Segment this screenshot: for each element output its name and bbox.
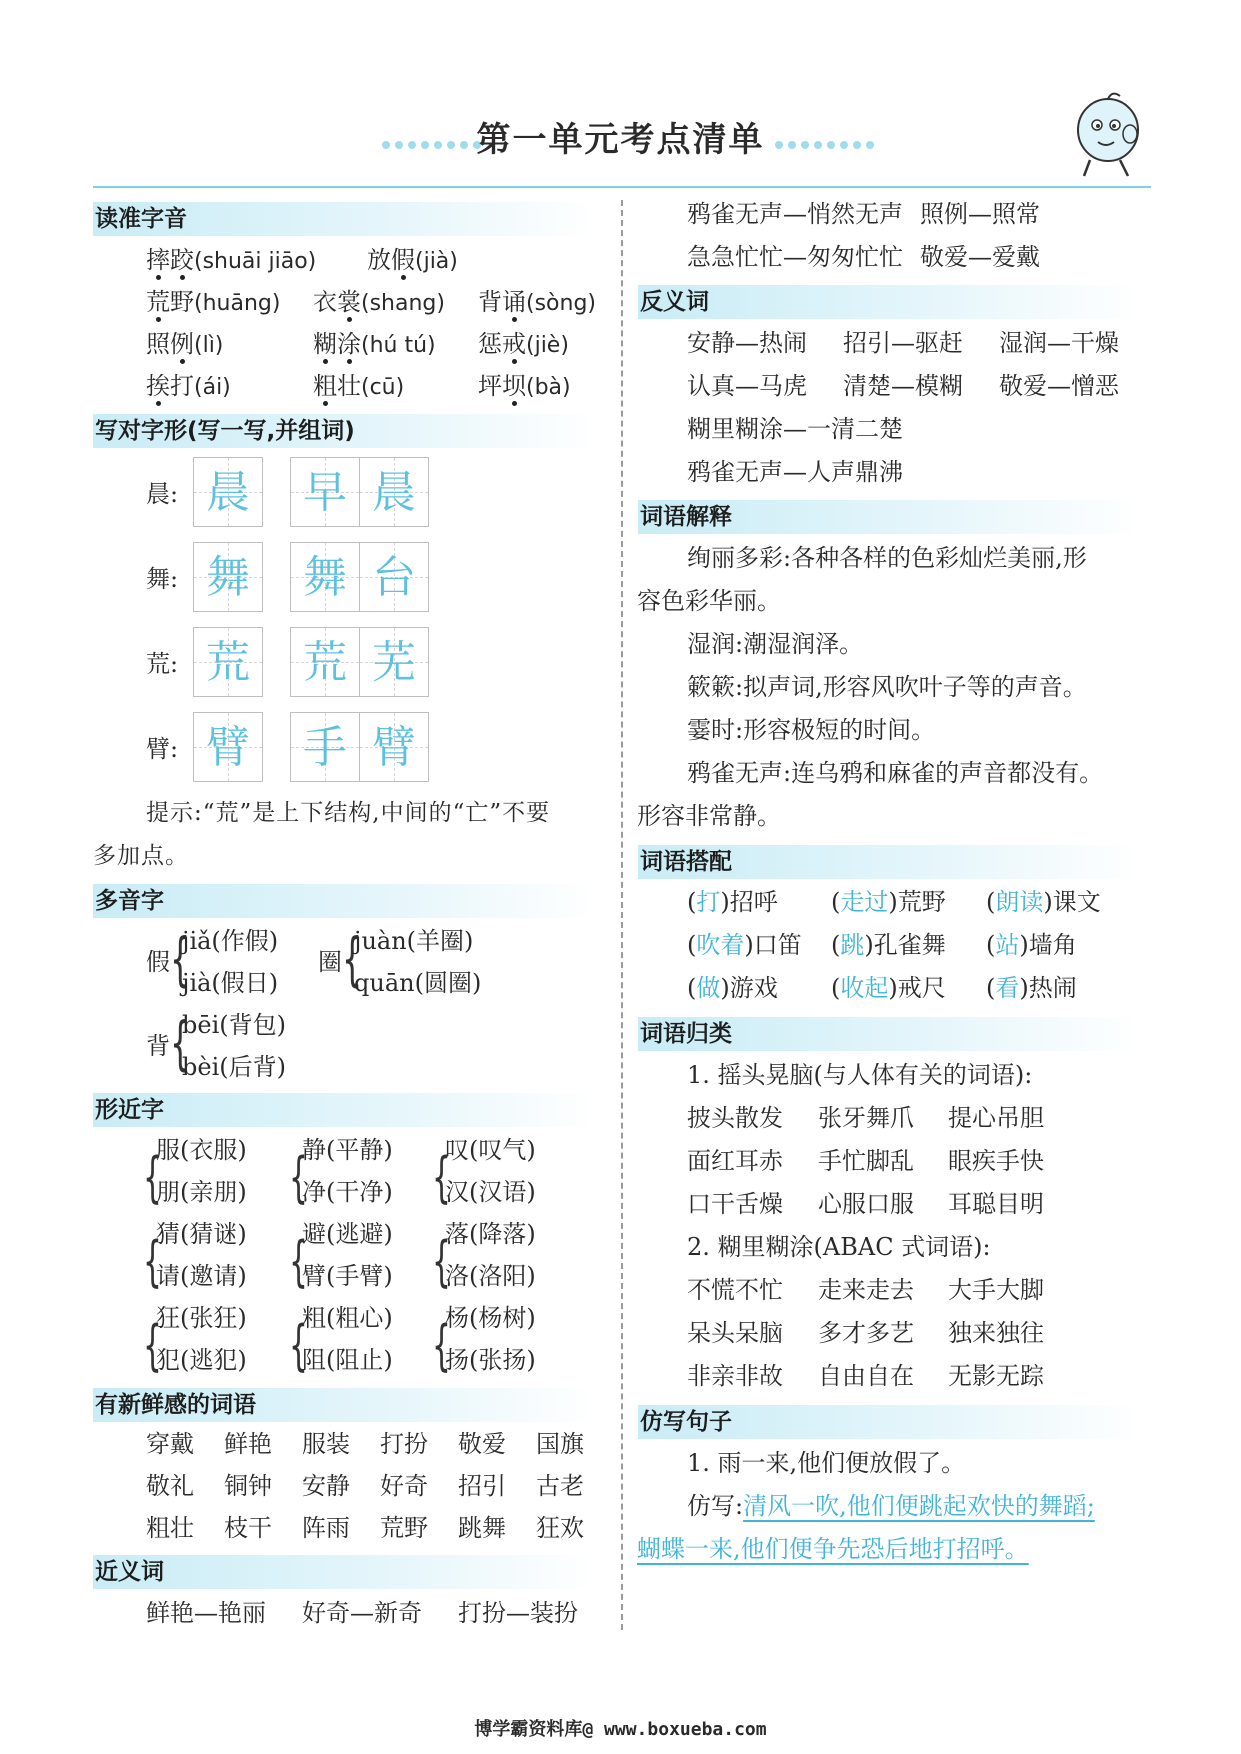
similar-item: 服(衣服) xyxy=(156,1136,247,1164)
column-divider xyxy=(621,200,623,1630)
fresh-word: 狂欢 xyxy=(536,1514,584,1542)
explanation-line: 鸦雀无声:连乌鸦和麻雀的声音都没有。 xyxy=(687,759,1104,787)
synonym-pair: 照例—照常 xyxy=(920,200,1040,228)
grid-box: 早 xyxy=(290,457,360,527)
antonym-pair: 招引—驱赶 xyxy=(843,329,963,357)
collocation-item: (打)招呼 xyxy=(687,888,778,916)
antonym-pair: 敬爱—憎恶 xyxy=(999,372,1119,400)
fresh-word: 跳舞 xyxy=(458,1514,506,1542)
grid-box: 手 xyxy=(290,712,360,782)
collocation-item: (朗读)课文 xyxy=(986,888,1101,916)
classify-heading: 2. 糊里糊涂(ABAC 式词语): xyxy=(687,1233,991,1261)
classify-word: 披头散发 xyxy=(687,1104,783,1132)
fresh-word: 穿戴 xyxy=(146,1430,194,1458)
explanation-line: 容色彩华丽。 xyxy=(637,587,781,615)
brace-icon: { xyxy=(143,1146,162,1209)
collocation-item: (吹着)口笛 xyxy=(687,931,802,959)
fresh-word: 敬爱 xyxy=(458,1430,506,1458)
similar-item: 洛(洛阳) xyxy=(445,1262,536,1290)
mascot-icon xyxy=(1068,92,1152,182)
header-rule xyxy=(93,186,1151,188)
synonym-pair: 鲜艳—艳丽 xyxy=(146,1599,266,1627)
section-title-classification: 词语归类 xyxy=(638,1017,1140,1051)
classify-word: 走来走去 xyxy=(818,1276,914,1304)
brace-icon: { xyxy=(143,1230,162,1293)
grid-box: 舞 xyxy=(290,542,360,612)
similar-item: 臂(手臂) xyxy=(302,1262,393,1290)
collocation-item: (站)墙角 xyxy=(986,931,1077,959)
collocation-item: (走过)荒野 xyxy=(831,888,946,916)
explanation-line: 霎时:形容极短的时间。 xyxy=(687,716,936,744)
antonym-pair: 湿润—干燥 xyxy=(999,329,1119,357)
grid-box: 芜 xyxy=(359,627,429,697)
explanation-line: 形容非常静。 xyxy=(637,802,781,830)
grid-box: 晨 xyxy=(359,457,429,527)
pron-item: 挨打(ái) xyxy=(146,372,231,400)
grid-box: 荒 xyxy=(290,627,360,697)
poly-reading: jià(假日) xyxy=(182,969,279,997)
collocation-item: (看)热闹 xyxy=(986,974,1077,1002)
poly-reading: juàn(羊圈) xyxy=(354,927,474,955)
fresh-word: 服装 xyxy=(302,1430,350,1458)
grid-box: 台 xyxy=(359,542,429,612)
fresh-word: 敬礼 xyxy=(146,1472,194,1500)
antonym-pair: 糊里糊涂—一清二楚 xyxy=(687,415,903,443)
similar-item: 粗(粗心) xyxy=(302,1304,393,1332)
antonym-pair: 安静—热闹 xyxy=(687,329,807,357)
classify-word: 自由自在 xyxy=(818,1362,914,1390)
fresh-word: 打扮 xyxy=(380,1430,428,1458)
poly-reading: jiǎ(作假) xyxy=(182,927,279,955)
brace-icon: { xyxy=(289,1314,308,1377)
classify-word: 张牙舞爪 xyxy=(818,1104,914,1132)
brace-icon: { xyxy=(432,1146,451,1209)
section-title-collocation: 词语搭配 xyxy=(638,845,1140,879)
section-title-imitation: 仿写句子 xyxy=(638,1405,1140,1439)
poly-char: 背 xyxy=(146,1032,170,1060)
poly-reading: quān(圆圈) xyxy=(354,969,482,997)
pron-item: 衣裳(shang) xyxy=(313,288,445,316)
similar-item: 请(邀请) xyxy=(156,1262,247,1290)
section-title-antonyms: 反义词 xyxy=(638,285,1140,319)
collocation-item: (跳)孔雀舞 xyxy=(831,931,946,959)
fresh-word: 枝干 xyxy=(224,1514,272,1542)
grid-box: 舞 xyxy=(193,542,263,612)
similar-item: 净(干净) xyxy=(302,1178,393,1206)
pron-item: 放假(jià) xyxy=(367,246,458,274)
example-sentence: 1. 雨一来,他们便放假了。 xyxy=(687,1449,966,1477)
brace-icon: { xyxy=(289,1146,308,1209)
pron-item: 荒野(huāng) xyxy=(146,288,281,316)
write-label: 晨: xyxy=(146,480,179,508)
classify-word: 独来独往 xyxy=(948,1319,1044,1347)
similar-item: 阻(阻止) xyxy=(302,1346,393,1374)
pron-item: 背诵(sòng) xyxy=(478,288,596,316)
section-title-pronunciation: 读准字音 xyxy=(93,202,595,236)
write-label: 舞: xyxy=(146,565,179,593)
classify-word: 呆头呆脑 xyxy=(687,1319,783,1347)
poly-reading: bèi(后背) xyxy=(182,1053,286,1081)
explanation-line: 簌簌:拟声词,形容风吹叶子等的声音。 xyxy=(687,673,1087,701)
write-tip: 多加点。 xyxy=(93,843,189,869)
pron-item: 照例(lì) xyxy=(146,330,224,358)
similar-item: 朋(亲朋) xyxy=(156,1178,247,1206)
grid-box: 荒 xyxy=(193,627,263,697)
section-title-polyphone: 多音字 xyxy=(93,884,595,918)
brace-icon: { xyxy=(143,1314,162,1377)
synonym-pair: 急急忙忙—匆匆忙忙 xyxy=(687,243,903,271)
pron-item: 坪坝(bà) xyxy=(478,372,571,400)
classify-heading: 1. 摇头晃脑(与人体有关的词语): xyxy=(687,1061,1033,1089)
antonym-pair: 鸦雀无声—人声鼎沸 xyxy=(687,458,903,486)
classify-word: 口干舌燥 xyxy=(687,1190,783,1218)
synonym-pair: 打扮—装扮 xyxy=(458,1599,578,1627)
similar-item: 叹(叹气) xyxy=(445,1136,536,1164)
grid-box: 臂 xyxy=(359,712,429,782)
similar-item: 猜(猜谜) xyxy=(156,1220,247,1248)
brace-icon: { xyxy=(342,925,363,993)
classify-word: 无影无踪 xyxy=(948,1362,1044,1390)
classify-word: 不慌不忙 xyxy=(687,1276,783,1304)
fresh-word: 荒野 xyxy=(380,1514,428,1542)
antonym-pair: 认真—马虎 xyxy=(687,372,807,400)
explanation-line: 绚丽多彩:各种各样的色彩灿烂美丽,形 xyxy=(687,544,1087,572)
fresh-word: 铜钟 xyxy=(224,1472,272,1500)
classify-word: 耳聪目明 xyxy=(948,1190,1044,1218)
similar-item: 汉(汉语) xyxy=(445,1178,536,1206)
poly-reading: bēi(背包) xyxy=(182,1011,286,1039)
title-right-dots xyxy=(775,134,879,144)
brace-icon: { xyxy=(170,925,191,993)
section-title-fresh-words: 有新鲜感的词语 xyxy=(93,1388,595,1422)
fresh-word: 安静 xyxy=(302,1472,350,1500)
similar-item: 落(降落) xyxy=(445,1220,536,1248)
write-label: 荒: xyxy=(146,650,179,678)
similar-item: 狂(张狂) xyxy=(156,1304,247,1332)
grid-box: 臂 xyxy=(193,712,263,782)
section-title-similar: 形近字 xyxy=(93,1093,595,1127)
pron-item: 糊涂(hú tú) xyxy=(313,330,436,358)
pron-item: 粗壮(cū) xyxy=(313,372,405,400)
antonym-pair: 清楚—模糊 xyxy=(843,372,963,400)
synonym-pair: 敬爱—爱戴 xyxy=(920,243,1040,271)
synonym-pair: 鸦雀无声—悄然无声 xyxy=(687,200,903,228)
collocation-item: (做)游戏 xyxy=(687,974,778,1002)
grid-box: 晨 xyxy=(193,457,263,527)
write-tip: 提示:“荒”是上下结构,中间的“亡”不要 xyxy=(146,800,551,826)
pron-item: 惩戒(jiè) xyxy=(478,330,569,358)
fresh-word: 粗壮 xyxy=(146,1514,194,1542)
similar-item: 避(逃避) xyxy=(302,1220,393,1248)
classify-word: 非亲非故 xyxy=(687,1362,783,1390)
similar-item: 犯(逃犯) xyxy=(156,1346,247,1374)
similar-item: 静(平静) xyxy=(302,1136,393,1164)
fresh-word: 阵雨 xyxy=(302,1514,350,1542)
brace-icon: { xyxy=(432,1314,451,1377)
fresh-word: 古老 xyxy=(536,1472,584,1500)
imitation-line: 仿写:清风一吹,他们便跳起欢快的舞蹈; xyxy=(687,1492,1095,1520)
fresh-word: 鲜艳 xyxy=(224,1430,272,1458)
pron-item: 摔跤(shuāi jiāo) xyxy=(146,246,317,274)
classify-word: 提心吊胆 xyxy=(948,1104,1044,1132)
collocation-item: (收起)戒尺 xyxy=(831,974,946,1002)
fresh-word: 国旗 xyxy=(536,1430,584,1458)
fresh-word: 招引 xyxy=(458,1472,506,1500)
poly-char: 圈 xyxy=(318,948,342,976)
brace-icon: { xyxy=(170,1009,191,1077)
classify-word: 眼疾手快 xyxy=(948,1147,1044,1175)
classify-word: 多才多艺 xyxy=(818,1319,914,1347)
similar-item: 扬(张扬) xyxy=(445,1346,536,1374)
similar-item: 杨(杨树) xyxy=(445,1304,536,1332)
page-title: 第一单元考点清单 xyxy=(476,120,765,160)
classify-word: 心服口服 xyxy=(818,1190,914,1218)
section-title-explanation: 词语解释 xyxy=(638,500,1140,534)
brace-icon: { xyxy=(432,1230,451,1293)
classify-word: 手忙脚乱 xyxy=(818,1147,914,1175)
classify-word: 面红耳赤 xyxy=(687,1147,783,1175)
poly-char: 假 xyxy=(146,948,170,976)
footer-watermark: 博学霸资料库@ www.boxueba.com xyxy=(474,1719,767,1740)
section-title-writing: 写对字形(写一写,并组词) xyxy=(93,414,595,448)
section-title-synonyms: 近义词 xyxy=(93,1555,595,1589)
imitation-line: 蝴蝶一来,他们便争先恐后地打招呼。 xyxy=(637,1535,1029,1563)
synonym-pair: 好奇—新奇 xyxy=(302,1599,422,1627)
explanation-line: 湿润:潮湿润泽。 xyxy=(687,630,864,658)
classify-word: 大手大脚 xyxy=(948,1276,1044,1304)
write-label: 臂: xyxy=(146,735,179,763)
fresh-word: 好奇 xyxy=(380,1472,428,1500)
brace-icon: { xyxy=(289,1230,308,1293)
